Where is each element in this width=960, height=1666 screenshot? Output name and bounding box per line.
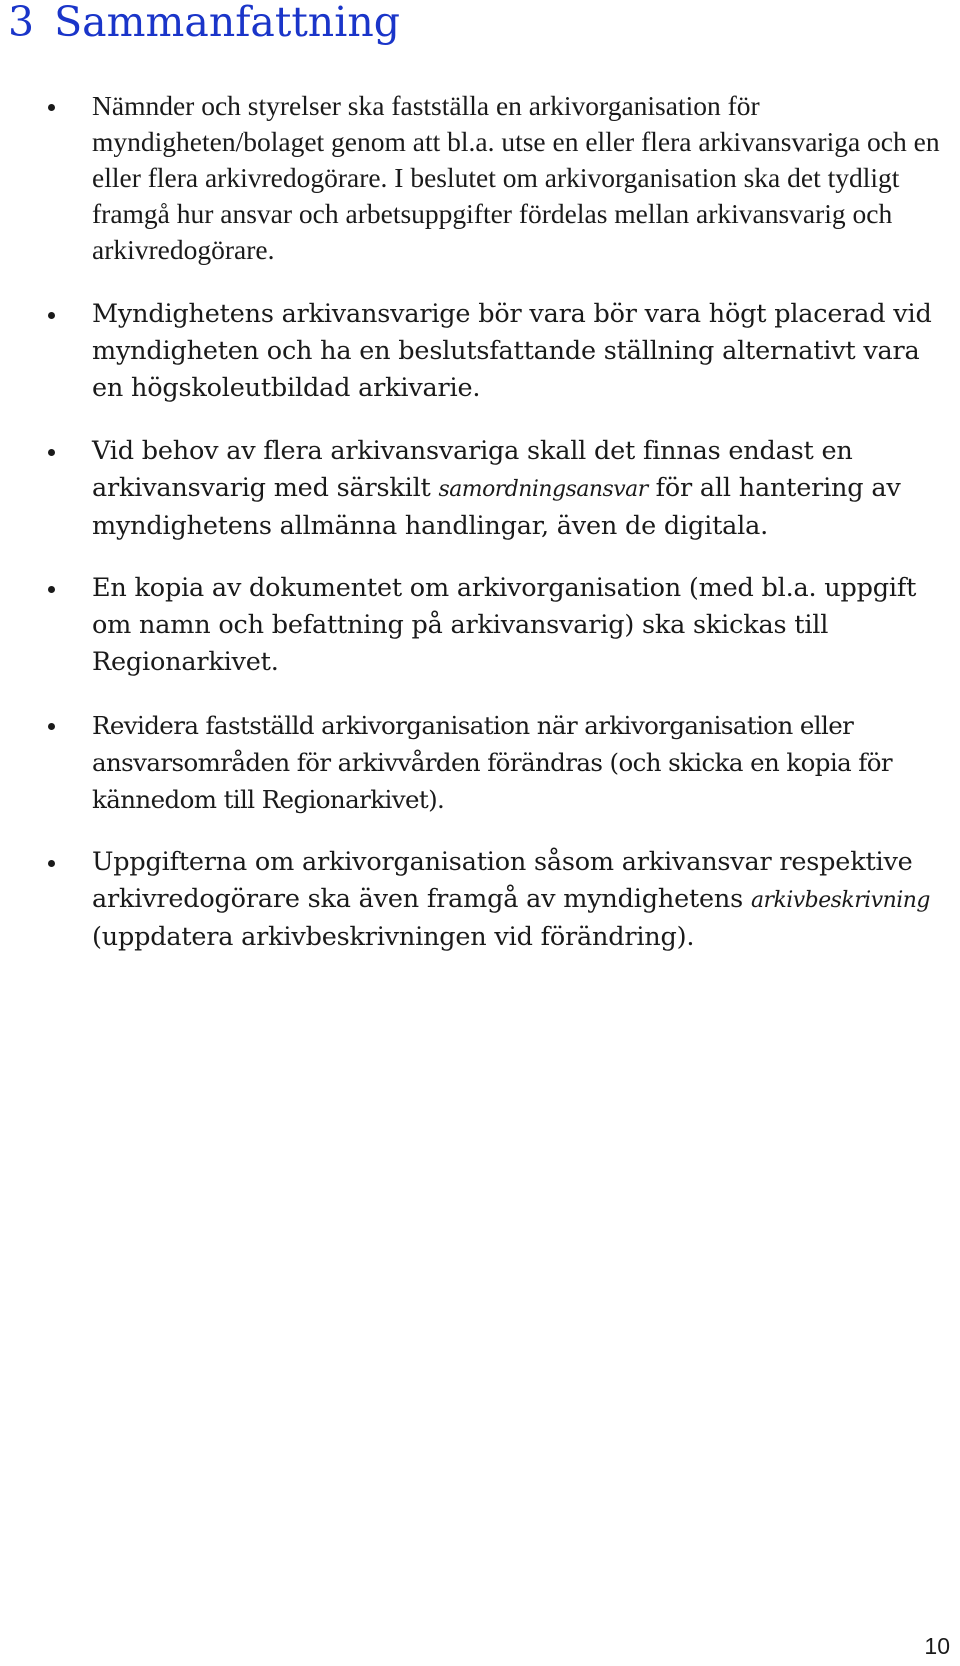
section-title: Sammanfattning bbox=[54, 0, 400, 46]
section-number: 3 bbox=[8, 0, 35, 46]
list-item bbox=[92, 433, 952, 545]
page-number: 10 bbox=[924, 1633, 950, 1659]
list-item-text: En kopia av dokumentet om arkivorganisation (med bl.a. uppgift om namn och befattning på arkivansvarig) ska skickas till Regionarkivet. bbox=[92, 573, 917, 677]
list-item-text: Revidera fastställd arkivorganisation när arkivorganisation eller ansvarsområden för arkivvården förändras (och skicka en kopia för kännedom till Regionarkivet). bbox=[92, 711, 893, 814]
list-item-text-after: för all hantering av myndighetens allmänna handlingar, även de digitala. bbox=[92, 473, 901, 541]
list-item bbox=[92, 707, 952, 818]
list-item-text-before: Vid behov av flera arkivansvariga skall det finnas endast en arkivansvarig med särskilt bbox=[92, 436, 853, 503]
list-item bbox=[92, 88, 952, 268]
bullet-icon bbox=[48, 104, 55, 111]
bullet-icon bbox=[48, 586, 55, 593]
bullet-icon bbox=[48, 860, 55, 867]
list-item-text: Nämnder och styrelser ska fastställa en arkivorganisation för myndigheten/bolaget genom att bl.a. utse en eller flera arkivansvariga och en eller flera arkivredogörare. I beslutet om arkivorganisation ska det tydligt framgå hur ansvar och arbetsuppgifter fördelas mellan arkivansvarig och arkivredogörare. bbox=[92, 90, 940, 265]
list-item bbox=[92, 296, 952, 407]
list-item bbox=[92, 844, 952, 956]
list-item-text-after: (uppdatera arkivbeskrivningen vid förändring). bbox=[92, 922, 695, 952]
bullet-icon bbox=[48, 723, 55, 730]
list-item-text-before: Uppgifterna om arkivorganisation såsom arkivansvar respektive arkivredogörare ska även framgå av myndighetens bbox=[92, 847, 913, 914]
emphasis-text: samordningsansvar bbox=[438, 477, 648, 502]
section-heading bbox=[8, 0, 400, 50]
emphasis-text: arkivbeskrivning bbox=[750, 888, 930, 913]
bullet-icon bbox=[48, 449, 55, 456]
list-item-text: Myndighetens arkivansvarige bör vara bör vara högt placerad vid myndigheten och ha en beslutsfattande ställning alternativt vara en högskoleutbildad arkivarie. bbox=[92, 299, 932, 403]
list-item bbox=[92, 570, 952, 681]
bullet-icon bbox=[48, 312, 55, 319]
